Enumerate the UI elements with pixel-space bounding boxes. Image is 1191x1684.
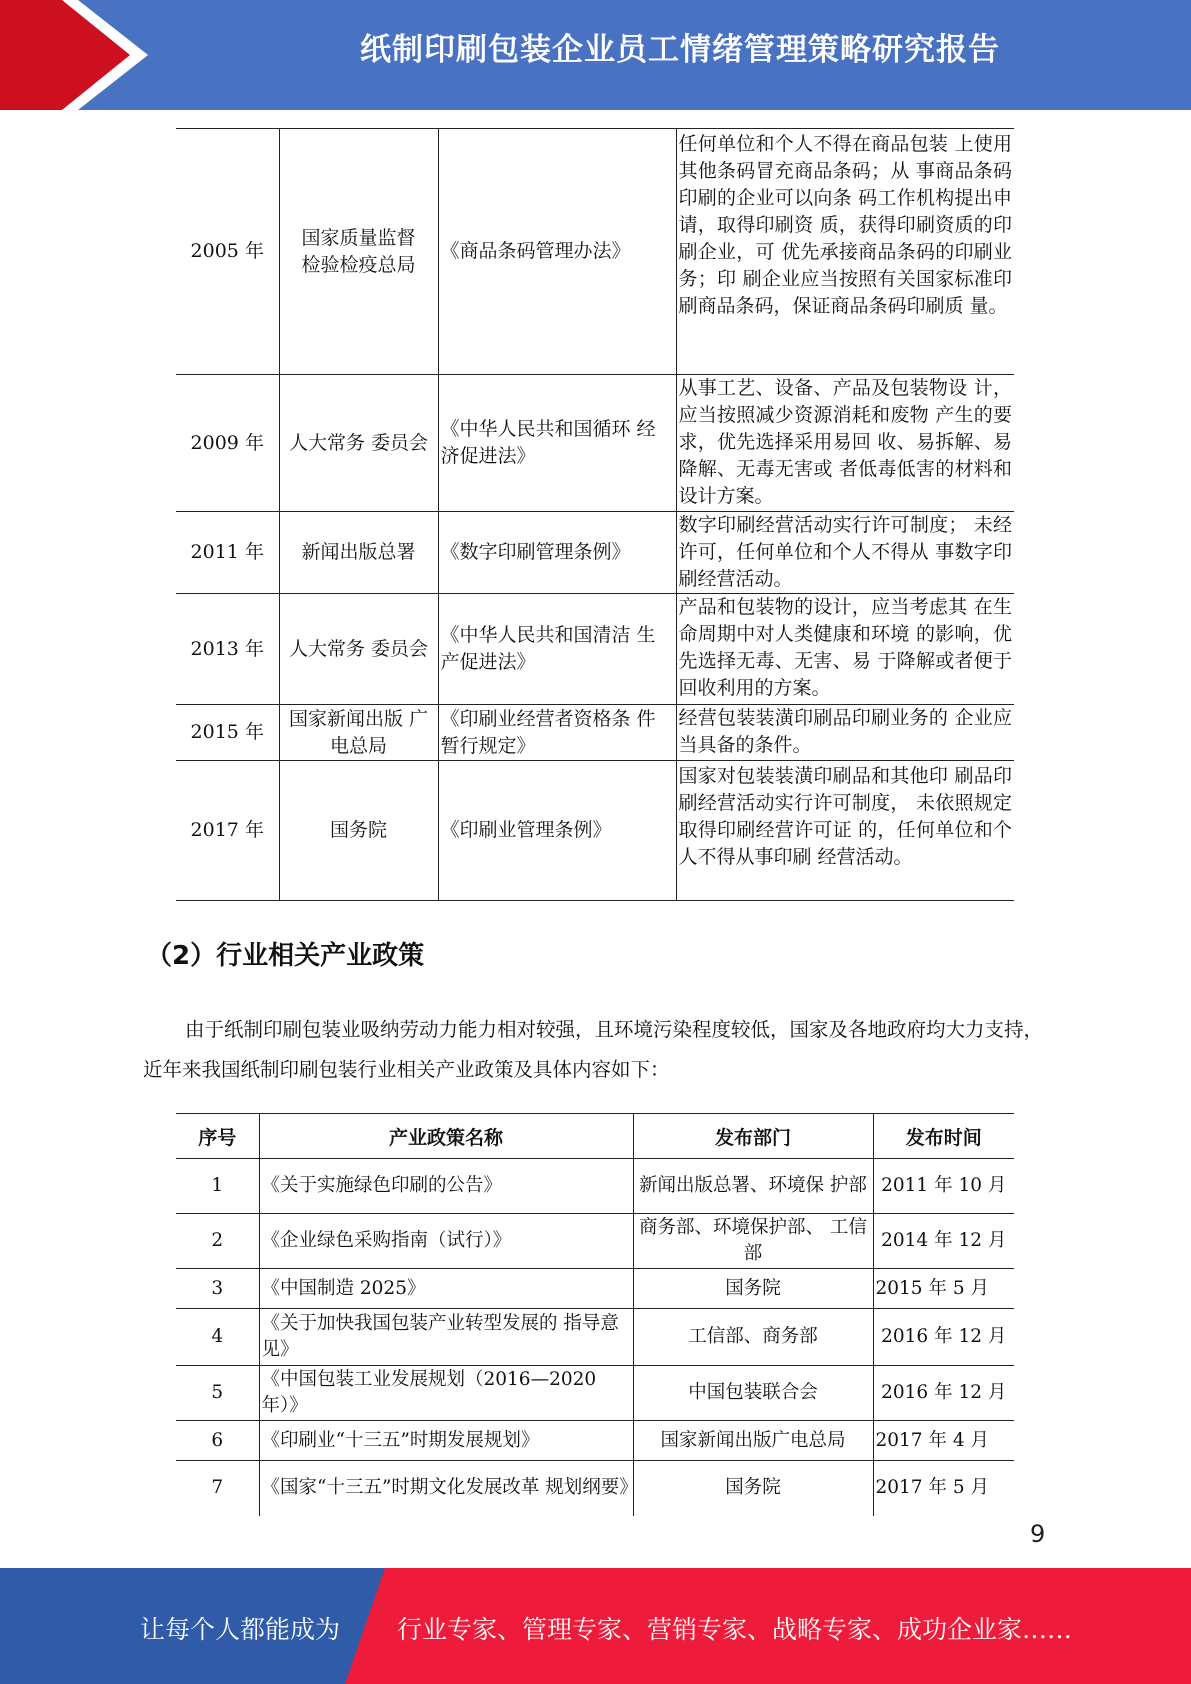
name-cell: 《中国包装工业发展规划（2016—2020 年）》 — [259, 1366, 633, 1421]
year-cell: 2011 年 — [176, 512, 279, 594]
law-cell: 《印刷业经营者资格条 件暂行规定》 — [438, 705, 676, 761]
no-cell: 3 — [176, 1269, 259, 1309]
content-cell: 任何单位和个人不得在商品包装 上使用其他条码冒充商品条码；从 事商品条码印刷的企业可以向条 码工作机构提出申请，取得印刷资 质，获得印刷资质的印刷企业，可 优先承接商品条码的印刷业务；印 刷企业应当按照有关国家标准印 刷商品条码，保证商品条码印刷质 量。 — [676, 129, 1014, 375]
table-header-row — [176, 1114, 1014, 1159]
policy-table — [176, 1113, 1014, 1516]
time-cell: 2017 年 5 月 — [873, 1461, 1014, 1516]
no-cell: 6 — [176, 1421, 259, 1461]
content-cell: 数字印刷经营活动实行许可制度； 未经许可，任何单位和个人不得从 事数字印刷经营活动。 — [676, 512, 1014, 594]
dept-cell: 国务院 — [633, 1269, 873, 1309]
no-cell: 7 — [176, 1461, 259, 1516]
dept-cell: 人大常务 委员会 — [279, 375, 438, 512]
year-cell: 2005 年 — [176, 129, 279, 375]
year-cell: 2017 年 — [176, 761, 279, 901]
header-time: 发布时间 — [873, 1114, 1014, 1159]
dept-cell: 国务院 — [633, 1461, 873, 1516]
no-cell: 5 — [176, 1366, 259, 1421]
table-row — [176, 1461, 1014, 1516]
table-row — [176, 1366, 1014, 1421]
law-cell: 《印刷业管理条例》 — [438, 761, 676, 901]
table-row — [176, 761, 1014, 901]
name-cell: 《企业绿色采购指南（试行）》 — [259, 1214, 633, 1269]
table-row — [176, 1269, 1014, 1309]
dept-cell: 国家新闻出版广电总局 — [633, 1421, 873, 1461]
name-cell: 《国家“十三五”时期文化发展改革 规划纲要》 — [259, 1461, 633, 1516]
section-title: （2）行业相关产业政策 — [146, 941, 425, 971]
no-cell: 1 — [176, 1159, 259, 1214]
header-dept: 发布部门 — [633, 1114, 873, 1159]
footer-left-text: 让每个人都能成为 — [140, 1615, 341, 1644]
section-paragraph: 由于纸制印刷包装业吸纳劳动力能力相对较强，且环境污染程度较低，国家及各地政府均大力支持，近年来我国纸制印刷包装行业相关产业政策及具体内容如下： — [143, 1018, 1044, 1081]
year-cell: 2013 年 — [176, 594, 279, 705]
dept-cell: 国务院 — [279, 761, 438, 901]
name-cell: 《中国制造 2025》 — [259, 1269, 633, 1309]
year-cell: 2009 年 — [176, 375, 279, 512]
time-cell: 2016 年 12 月 — [873, 1366, 1014, 1421]
no-cell: 4 — [176, 1309, 259, 1366]
table-row — [176, 1421, 1014, 1461]
time-cell: 2017 年 4 月 — [873, 1421, 1014, 1461]
footer-right-text: 行业专家、管理专家、营销专家、战略专家、成功企业家…… — [397, 1615, 1073, 1644]
content-cell: 产品和包装物的设计，应当考虑其 在生命周期中对人类健康和环境 的影响，优先选择无毒、无害、易 于降解或者便于回收利用的方案。 — [676, 594, 1014, 705]
dept-cell: 新闻出版总署、环境保 护部 — [633, 1159, 873, 1214]
law-cell: 《中华人民共和国清洁 生产促进法》 — [438, 594, 676, 705]
time-cell: 2011 年 10 月 — [873, 1159, 1014, 1214]
table-row — [176, 1214, 1014, 1269]
table-row — [176, 1159, 1014, 1214]
dept-cell: 国家新闻出版 广电总局 — [279, 705, 438, 761]
content-cell: 从事工艺、设备、产品及包装物设 计，应当按照减少资源消耗和废物 产生的要求，优先选择采用易回 收、易拆解、易降解、无毒无害或 者低毒低害的材料和设计方案。 — [676, 375, 1014, 512]
header-title: 纸制印刷包装企业员工情绪管理策略研究报告 — [360, 32, 1000, 68]
table-row — [176, 594, 1014, 705]
dept-cell: 人大常务 委员会 — [279, 594, 438, 705]
content-cell: 国家对包装装潢印刷品和其他印 刷品印刷经营活动实行许可制度， 未依照规定取得印刷经营许可证 的，任何单位和个人不得从事印刷 经营活动。 — [676, 761, 1014, 901]
header-no: 序号 — [176, 1114, 259, 1159]
dept-cell: 中国包装联合会 — [633, 1366, 873, 1421]
table-row — [176, 1309, 1014, 1366]
time-cell: 2015 年 5 月 — [873, 1269, 1014, 1309]
table-row — [176, 512, 1014, 594]
dept-cell: 商务部、环境保护部、 工信部 — [633, 1214, 873, 1269]
table-row — [176, 375, 1014, 512]
table-row — [176, 705, 1014, 761]
year-cell: 2015 年 — [176, 705, 279, 761]
name-cell: 《关于加快我国包装产业转型发展的 指导意见》 — [259, 1309, 633, 1366]
dept-cell: 工信部、商务部 — [633, 1309, 873, 1366]
content-cell: 经营包装装潢印刷品印刷业务的 企业应当具备的条件。 — [676, 705, 1014, 761]
dept-cell: 新闻出版总署 — [279, 512, 438, 594]
time-cell: 2014 年 12 月 — [873, 1214, 1014, 1269]
name-cell: 《印刷业“十三五”时期发展规划》 — [259, 1421, 633, 1461]
no-cell: 2 — [176, 1214, 259, 1269]
dept-cell: 国家质量监督检验检疫总局 — [279, 129, 438, 375]
law-cell: 《数字印刷管理条例》 — [438, 512, 676, 594]
law-cell: 《商品条码管理办法》 — [438, 129, 676, 375]
page-number: 9 — [1030, 1520, 1046, 1548]
regulations-table — [176, 128, 1014, 901]
time-cell: 2016 年 12 月 — [873, 1309, 1014, 1366]
name-cell: 《关于实施绿色印刷的公告》 — [259, 1159, 633, 1214]
table-row — [176, 129, 1014, 375]
header-name: 产业政策名称 — [259, 1114, 633, 1159]
law-cell: 《中华人民共和国循环 经济促进法》 — [438, 375, 676, 512]
